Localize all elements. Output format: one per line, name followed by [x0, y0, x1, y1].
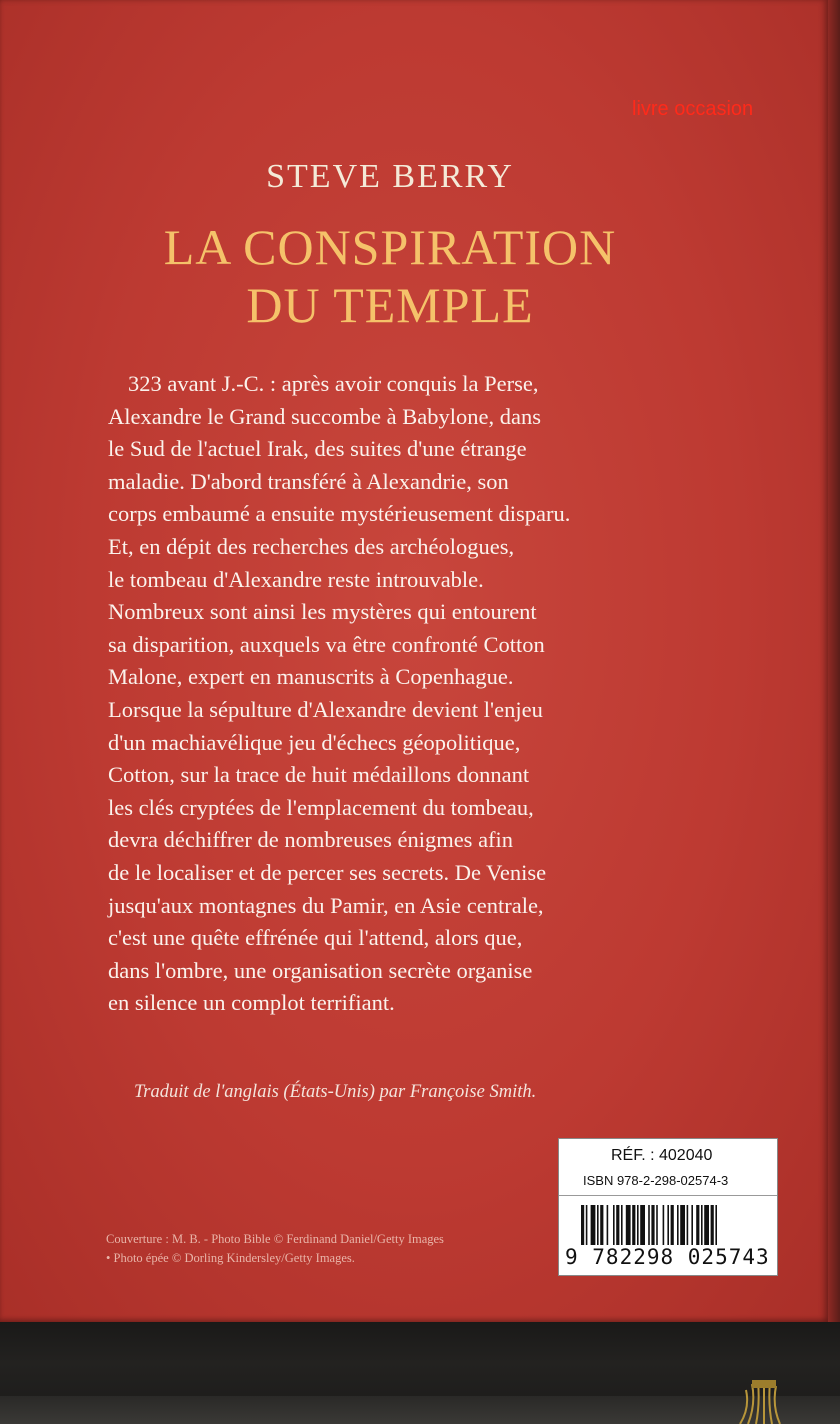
blurb-line: c'est une quête effrénée qui l'attend, alors que, [108, 925, 523, 951]
blurb-line: Malone, expert en manuscrits à Copenhague. [108, 664, 514, 690]
blurb-line: sa disparition, auxquels va être confronté Cotton [108, 631, 545, 657]
blurb-line: maladie. D'abord transféré à Alexandrie, son [108, 468, 509, 494]
credit-line: • Photo épée © Dorling Kindersley/Getty Images. [106, 1251, 355, 1265]
blurb-line: 323 avant J.-C. : après avoir conquis la Perse, [128, 371, 539, 396]
blurb-text [108, 368, 668, 1020]
bookmark-tassel-icon [722, 1380, 802, 1424]
blurb-line: Alexandre le Grand succombe à Babylone, dans [108, 403, 541, 429]
background-surface [0, 1396, 840, 1424]
book-title-line-2: DU TEMPLE [246, 277, 534, 333]
blurb-line: de le localiser et de percer ses secrets. De Venise [108, 859, 547, 885]
book-title-line-1: LA CONSPIRATION [163, 219, 617, 275]
blurb-line: corps embaumé a ensuite mystérieusement disparu. [108, 501, 571, 527]
watermark-text: livre occasion [632, 98, 754, 120]
blurb-line: Et, en dépit des recherches des archéologues, [108, 533, 515, 559]
blurb-line: les clés cryptées de l'emplacement du tombeau, [108, 794, 534, 820]
author-name: STEVE BERRY [266, 158, 514, 195]
price-label-sticker [558, 1138, 778, 1276]
blurb-line: devra déchiffrer de nombreuses énigmes afin [108, 827, 514, 853]
barcode-icon [581, 1205, 757, 1245]
barcode-digits: 9 782298 025743 [565, 1245, 770, 1269]
credit-line: Couverture : M. B. - Photo Bible © Ferdinand Daniel/Getty Images [106, 1232, 444, 1246]
blurb-line: dans l'ombre, une organisation secrète organise [108, 957, 533, 983]
translator-credit: Traduit de l'anglais (États-Unis) par Françoise Smith. [134, 1082, 537, 1102]
isbn-number: ISBN 978-2-298-02574-3 [583, 1173, 729, 1188]
blurb-line: le Sud de l'actuel Irak, des suites d'une étrange [108, 436, 527, 462]
blurb-line: le tombeau d'Alexandre reste introuvable. [108, 566, 484, 592]
cover-credits [106, 1230, 444, 1268]
blurb-line: en silence un complot terrifiant. [108, 990, 395, 1016]
blurb-line: Cotton, sur la trace de huit médaillons donnant [108, 762, 530, 788]
blurb-line: Lorsque la sépulture d'Alexandre devient l'enjeu [108, 696, 543, 722]
label-divider [559, 1195, 777, 1196]
reference-number: RÉF. : 402040 [611, 1147, 713, 1164]
book-spine-edge [828, 0, 840, 1322]
blurb-line: jusqu'aux montagnes du Pamir, en Asie centrale, [108, 892, 544, 918]
blurb-line: d'un machiavélique jeu d'échecs géopolitique, [108, 729, 521, 755]
blurb-line: Nombreux sont ainsi les mystères qui entourent [108, 599, 537, 625]
